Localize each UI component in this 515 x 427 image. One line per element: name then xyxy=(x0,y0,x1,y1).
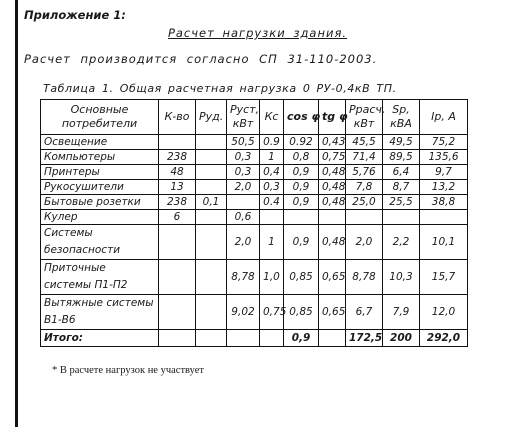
table-cell: 25,0 xyxy=(346,195,383,210)
table-body xyxy=(41,135,468,347)
table-cell xyxy=(159,135,196,150)
table-cell xyxy=(420,210,468,225)
header-tg-phi: tg φ xyxy=(319,100,346,135)
table-row xyxy=(41,180,468,195)
header-kc: Кс xyxy=(260,100,284,135)
total-cell: 200 xyxy=(383,330,420,347)
appendix-label: Приложение 1: xyxy=(24,8,126,22)
header-p-calc: Ррасч, кВт xyxy=(346,100,383,135)
table-cell: 0,48 xyxy=(319,225,346,260)
table-cell xyxy=(196,150,227,165)
table-cell: 238 xyxy=(159,150,196,165)
table-cell: 6 xyxy=(159,210,196,225)
total-cell: 0,9 xyxy=(284,330,319,347)
table-cell: 8,78 xyxy=(227,260,260,295)
table-cell: 2,0 xyxy=(227,180,260,195)
table-row xyxy=(41,225,468,260)
load-table xyxy=(40,99,468,347)
table-cell xyxy=(196,180,227,195)
table-cell: 0,3 xyxy=(260,180,284,195)
table-cell: 75,2 xyxy=(420,135,468,150)
table-cell: 135,6 xyxy=(420,150,468,165)
table-cell: 45,5 xyxy=(346,135,383,150)
table-cell xyxy=(196,225,227,260)
table-cell: 0,85 xyxy=(284,260,319,295)
table-cell: 6,7 xyxy=(346,295,383,330)
table-cell: 8,7 xyxy=(383,180,420,195)
table-cell: 1 xyxy=(260,225,284,260)
table-cell: 1 xyxy=(260,150,284,165)
intro-text: Расчет производится согласно СП 31-110-2003. xyxy=(24,52,378,66)
table-cell xyxy=(159,225,196,260)
table-cell: 0.4 xyxy=(260,195,284,210)
consumer-name-cell: Кулер xyxy=(41,210,159,225)
table-cell xyxy=(227,195,260,210)
table-cell: 8,78 xyxy=(346,260,383,295)
table-cell: 0,75 xyxy=(319,150,346,165)
table-cell xyxy=(196,210,227,225)
consumer-name-cell: Вытяжные системы В1-В6 xyxy=(41,295,159,330)
table-cell: 238 xyxy=(159,195,196,210)
consumer-name-cell: Принтеры xyxy=(41,165,159,180)
total-cell xyxy=(196,330,227,347)
table-cell: 12,0 xyxy=(420,295,468,330)
total-cell: 172,5 xyxy=(346,330,383,347)
table-cell: 0.92 xyxy=(284,135,319,150)
table-cell: 0,1 xyxy=(196,195,227,210)
table-cell: 0,48 xyxy=(319,180,346,195)
table-cell xyxy=(159,260,196,295)
table-cell: 48 xyxy=(159,165,196,180)
table-cell: 9,02 xyxy=(227,295,260,330)
header-s-power: Sp, кВА xyxy=(383,100,420,135)
table-cell: 0,8 xyxy=(284,150,319,165)
table-cell: 0,3 xyxy=(227,165,260,180)
table-cell xyxy=(159,295,196,330)
table-cell: 10,3 xyxy=(383,260,420,295)
table-cell: 2,2 xyxy=(383,225,420,260)
document-title-text: Расчет нагрузки здания. xyxy=(167,26,348,40)
header-p-specific: Руд. xyxy=(196,100,227,135)
table-row xyxy=(41,195,468,210)
header-consumers: Основные потребители xyxy=(41,100,159,135)
total-cell xyxy=(227,330,260,347)
table-cell: 0,9 xyxy=(284,180,319,195)
table-row xyxy=(41,135,468,150)
header-p-installed: Руст, кВт xyxy=(227,100,260,135)
header-quantity: К-во xyxy=(159,100,196,135)
table-cell xyxy=(196,135,227,150)
table-cell: 1,0 xyxy=(260,260,284,295)
consumer-name-cell: Рукосушители xyxy=(41,180,159,195)
table-cell: 2,0 xyxy=(346,225,383,260)
table-cell: 13 xyxy=(159,180,196,195)
table-cell: 9,7 xyxy=(420,165,468,180)
table-cell: 50,5 xyxy=(227,135,260,150)
table-cell xyxy=(319,210,346,225)
table-cell: 0,6 xyxy=(227,210,260,225)
table-cell: 38,8 xyxy=(420,195,468,210)
table-cell: 0,43 xyxy=(319,135,346,150)
table-row xyxy=(41,295,468,330)
table-cell: 0,9 xyxy=(284,195,319,210)
table-cell: 0,65 xyxy=(319,295,346,330)
table-cell xyxy=(284,210,319,225)
table-cell: 0,48 xyxy=(319,165,346,180)
total-cell xyxy=(319,330,346,347)
table-cell: 7,9 xyxy=(383,295,420,330)
header-current: Ip, А xyxy=(420,100,468,135)
table-cell: 0,75 xyxy=(260,295,284,330)
table-cell: 0,48 xyxy=(319,195,346,210)
table-header-row xyxy=(41,100,468,135)
table-cell: 5,76 xyxy=(346,165,383,180)
table-cell: 13,2 xyxy=(420,180,468,195)
table-cell xyxy=(346,210,383,225)
table-cell: 10,1 xyxy=(420,225,468,260)
table-cell: 0,9 xyxy=(284,165,319,180)
header-cos-phi: cos φ xyxy=(284,100,319,135)
table-cell: 49,5 xyxy=(383,135,420,150)
table-cell xyxy=(196,295,227,330)
table-cell: 0,9 xyxy=(284,225,319,260)
table-caption: Таблица 1. Общая расчетная нагрузка 0 РУ-0,4кВ ТП. xyxy=(43,82,397,95)
consumer-name-cell: Бытовые розетки xyxy=(41,195,159,210)
table-cell: 0,4 xyxy=(260,165,284,180)
table-cell: 15,7 xyxy=(420,260,468,295)
consumer-name-cell: Приточные системы П1-П2 xyxy=(41,260,159,295)
table-cell: 0,85 xyxy=(284,295,319,330)
table-cell: 6,4 xyxy=(383,165,420,180)
table-cell: 71,4 xyxy=(346,150,383,165)
table-row xyxy=(41,210,468,225)
consumer-name-cell: Освещение xyxy=(41,135,159,150)
table-cell: 25,5 xyxy=(383,195,420,210)
table-cell: 89,5 xyxy=(383,150,420,165)
table-cell xyxy=(260,210,284,225)
table-row xyxy=(41,150,468,165)
table-cell xyxy=(383,210,420,225)
consumer-name-cell: Компьютеры xyxy=(41,150,159,165)
page-left-border xyxy=(15,0,18,427)
total-cell xyxy=(159,330,196,347)
table-cell xyxy=(196,165,227,180)
total-cell: 292,0 xyxy=(420,330,468,347)
table-row xyxy=(41,165,468,180)
consumer-name-cell: Системы безопасности xyxy=(41,225,159,260)
table-cell: 0,65 xyxy=(319,260,346,295)
total-label-cell: Итого: xyxy=(41,330,159,347)
table-cell xyxy=(196,260,227,295)
table-row xyxy=(41,260,468,295)
table-cell: 0.9 xyxy=(260,135,284,150)
table-cell: 0,3 xyxy=(227,150,260,165)
footnote: * В расчете нагрузок не участвует xyxy=(52,365,204,376)
table-total-row xyxy=(41,330,468,347)
document-title xyxy=(0,26,515,40)
total-cell xyxy=(260,330,284,347)
table-cell: 2,0 xyxy=(227,225,260,260)
table-cell: 7,8 xyxy=(346,180,383,195)
